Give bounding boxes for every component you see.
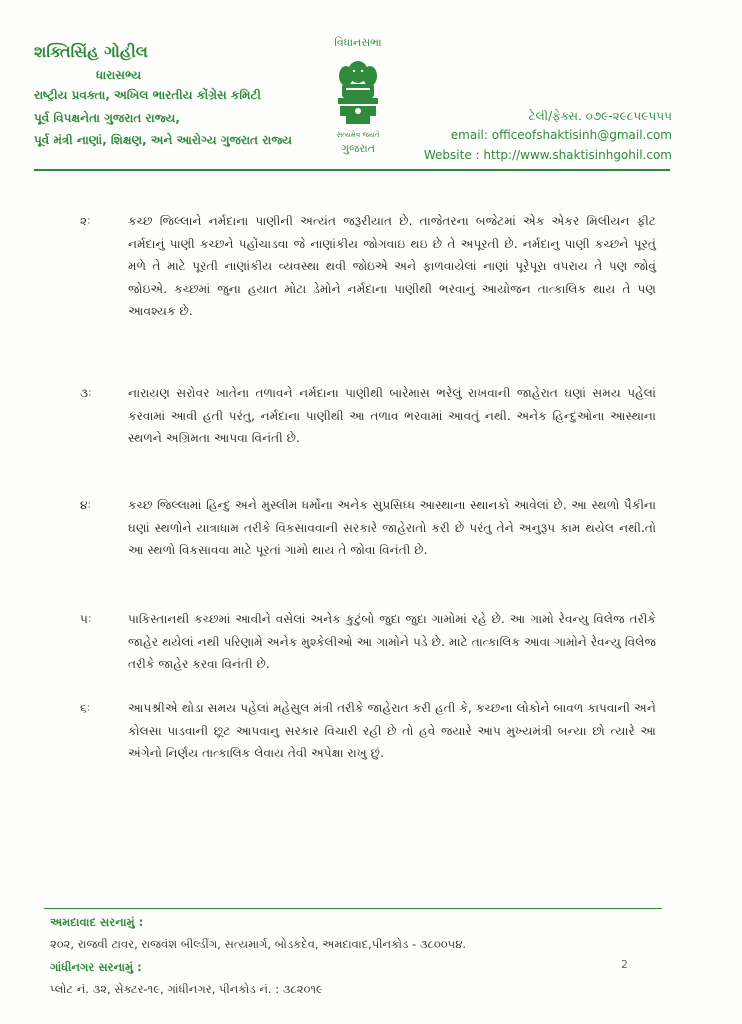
sender-title-3: પૂર્વ મંત્રી નાણાં, શિક્ષણ, અને આરોગ્ય ગુજરાત રાજ્ય (34, 133, 293, 147)
item-number: ૪ઃ (80, 498, 92, 512)
header-divider (34, 169, 670, 171)
item-text: કચ્છ જિલ્લામાં હિન્દુ અને મુસ્લીમ ધર્મોના અનેક સુપ્રસિધ્ધ આસ્થાના સ્થાનકો આવેલાં છે. આ સ્થળો પૈકીના ઘણાં સ્થળોને યાત્રાધામ તરીકે વિકસાવવાની સરકારે જાહેરાતો કરી છે પરંતુ તેને અનુરૂપ કામ થયેલ નથી.તો આ સ્થળો વિકસાવવા માટે પૂરતાં ગામો થાય તે જોવા વિનંતી છે. (128, 498, 656, 558)
sender-name: શક્તિસિંહ ગોહીલ (34, 42, 148, 61)
lion-capital-icon (332, 56, 384, 132)
item-text: નારાયણ સરોવર ખાતેના તળાવને નર્મદાના પાણીથી બારેમાસ ભરેલું રાખવાની જાહેરાત ઘણાં સમય પહેલાં કરવામાં આવી હતી પરંતુ, નર્મદાના પાણીથી આ તળાવ ભરવામાં આવતું નથી. અનેક હિન્દુઓના આસ્થાના સ્થળને અગ્રિમતા આપવા વિનંતી છે. (128, 386, 656, 446)
gandhinagar-address: પ્લોટ નં. ૩૨, સેક્ટર-૧૯, ગાંધીનગર, પીનકોડ નં. : ૩૮૨૦૧૯ (50, 982, 323, 996)
gandhinagar-address-label: ગાંધીનગર સરનામું : (50, 960, 142, 974)
contact-email[interactable]: email: officeofshaktisinh@gmail.com (450, 128, 672, 142)
list-item (80, 697, 656, 765)
emblem-assembly-label: વિધાનસભા (334, 36, 382, 49)
sender-title-1: રાષ્ટ્રીય પ્રવક્તા, અખિલ ભારતીય કોંગ્રેસ કમિટી (34, 88, 261, 102)
item-text: આપશ્રીએ થોડા સમય પહેલાં મહેસુલ મંત્રી તરીકે જાહેરાત કરી હતી કે, કચ્છના લોકોને બાવળ કાપવાની અને કોલસા પાડવાની છૂટ આપવાનુ સરકાર વિચારી રહી છે તો હવે જયારે આપ મુખ્યમંત્રી બન્યા છો ત્યારે આ અંગેનો નિર્ણય તાત્કાલિક લેવાય તેવી અપેક્ષા રાખુ છું. (128, 701, 656, 761)
state-emblem (318, 36, 398, 164)
emblem-state-label: ગુજરાત (340, 142, 376, 155)
list-item (80, 382, 656, 450)
list-item (80, 494, 656, 562)
item-text: કચ્છ જિલ્લાને નર્મદાના પાણીની અત્યંત જરૂરીયાત છે. તાજેતરના બજેટમાં એક એકર મિલીયન ફીટ નર્મદાનું પાણી કચ્છને પહોંચાડવા જે નાણાંકીય જોગવાઇ થઇ છે તે અપૂરતી છે. નર્મદાનુ પાણી કચ્છને પૂરતું મળે તે માટે પૂરતી નાણાંકીય વ્યવસ્થા થવી જોઇએ અને ફાળવાયેલાં નાણાં પૂરેપૂરા વપરાય તે પણ જોવું જોઇએ. કચ્છમાં જુના હયાત મોટા ડેમોને નર્મદાના પાણીથી ભરવાનું આયોજન તાત્કાલિક થાય તે પણ આવશ્યક છે. (128, 214, 656, 319)
item-number: ૨ઃ (80, 214, 91, 228)
emblem-motto: સત્યમેવ જયતે (336, 131, 380, 139)
sender-role: ધારાસભ્ય (96, 68, 142, 82)
ahmedabad-address-label: અમદાવાદ સરનામું : (50, 915, 144, 929)
list-item (80, 608, 656, 676)
ahmedabad-address: ૨૦૨, રાજવી ટાવર, રાજવંશ બીલ્ડીંગ, સત્યમાર્ગ, બોડકદેવ, અમદાવાદ,પીનકોડ - ૩૮૦૦૫૪. (50, 937, 467, 951)
item-number: ૫ઃ (80, 612, 92, 626)
contact-phone: ટેલી/ફેક્સ. ૦૭૯-૨૯૮૫૯૫૫૫ (528, 109, 672, 123)
item-text: પાકિસ્તાનથી કચ્છમાં આવીને વસેલાં અનેક કુટુંબો જુદા જુદા ગામોમાં રહે છે. આ ગામો રેવન્યુ વિલેજ તરીકે જાહેર થયેલાં નથી પરિણામે અનેક મુશ્કેલીઓ આ ગામોને પડે છે. માટે તાત્કાલિક આવા ગામોને રેવન્યુ વિલેજ તરીકે જાહેર કરવા વિનંતી છે. (128, 612, 656, 672)
contact-website[interactable]: Website : http://www.shaktisinhgohil.com (423, 148, 672, 162)
footer-divider (44, 908, 662, 909)
page-number: 2 (621, 958, 628, 971)
item-number: ૩ઃ (80, 386, 92, 400)
item-number: ૬ઃ (80, 701, 91, 715)
list-item (80, 210, 656, 323)
sender-title-2: પૂર્વ વિપક્ષનેતા ગુજરાત રાજ્ય, (34, 111, 180, 125)
